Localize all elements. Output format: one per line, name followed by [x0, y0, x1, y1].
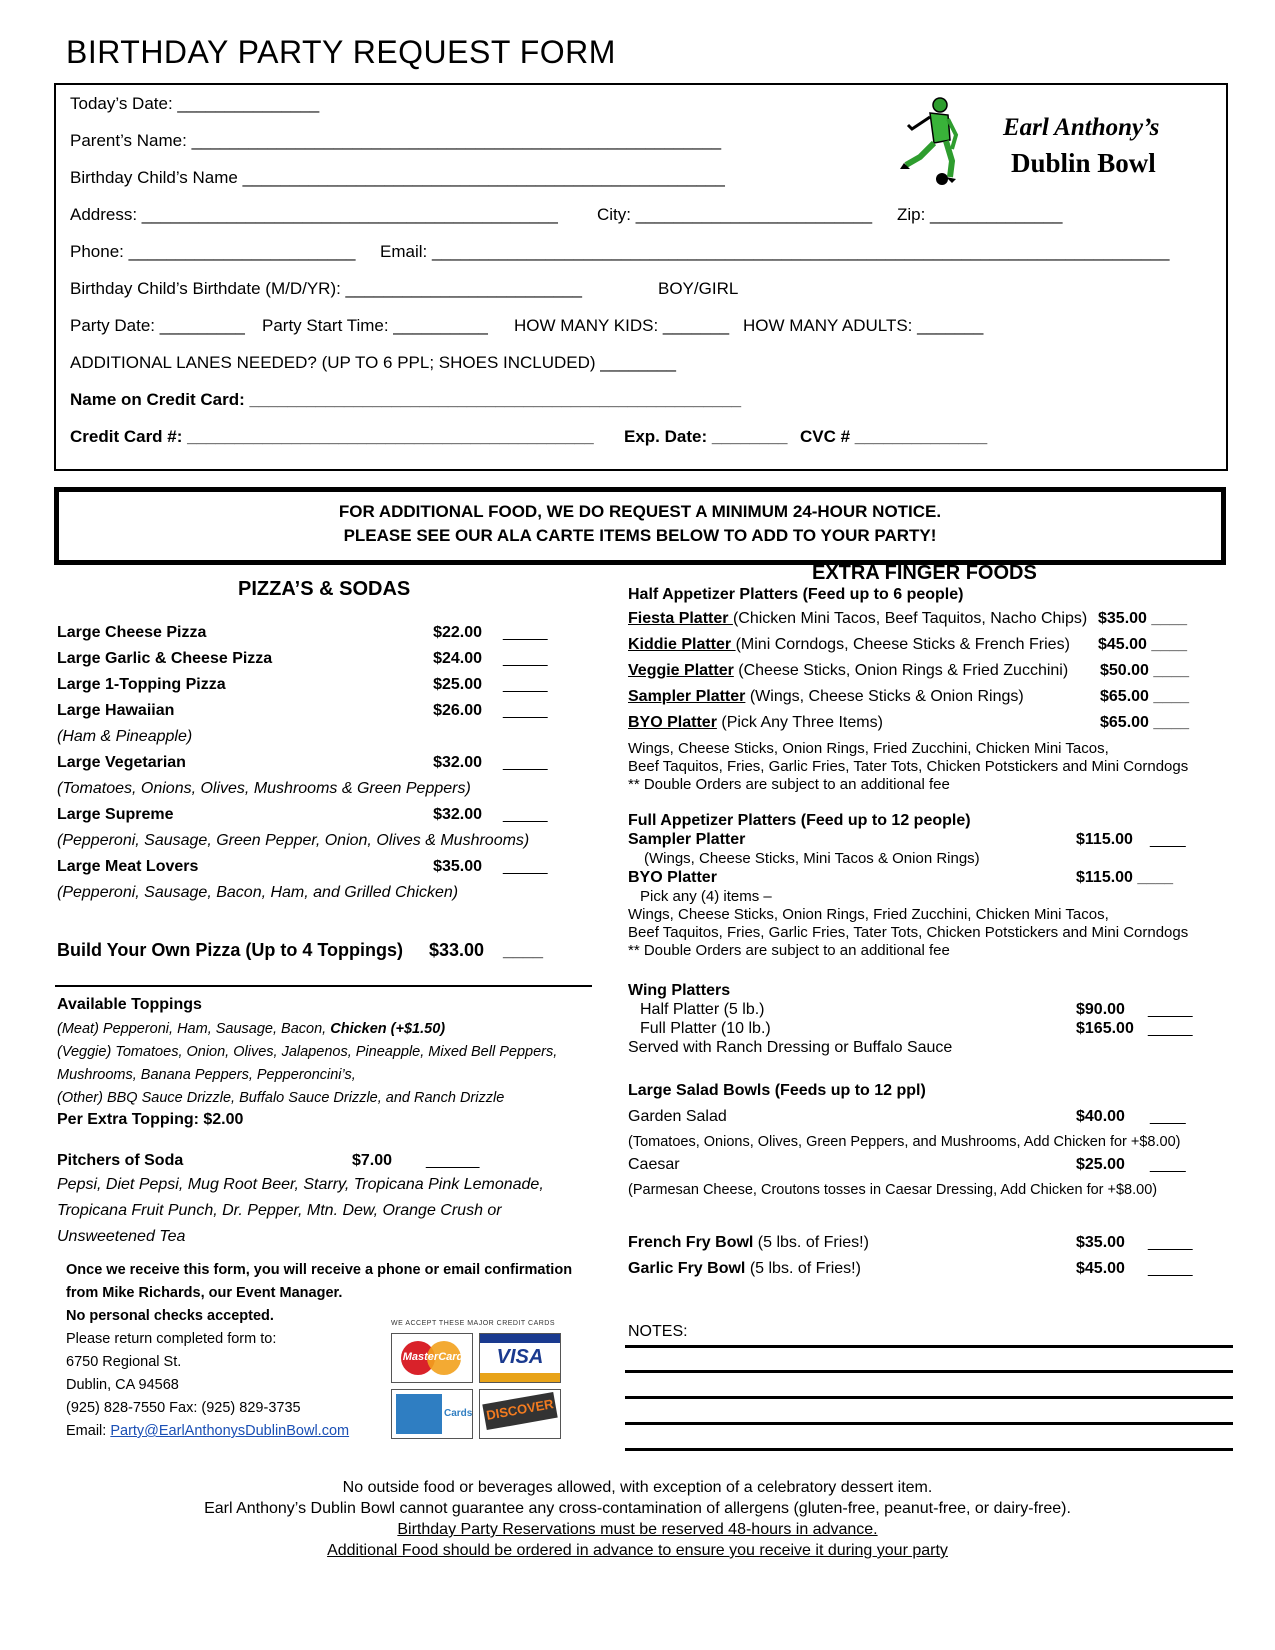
caesar-salad-blank[interactable]: ____	[1150, 1156, 1186, 1173]
cvc-field[interactable]: CVC # ______________	[800, 427, 988, 446]
boy-girl-field[interactable]: BOY/GIRL	[658, 279, 739, 298]
amex-label: Cards	[444, 1408, 473, 1419]
pizza-item-name: Large 1-Topping Pizza	[57, 676, 226, 693]
party-date-field[interactable]: Party Date: _________	[70, 316, 245, 335]
platter-name: Sampler Platter	[628, 688, 746, 705]
wing-platters-heading: Wing Platters	[628, 982, 731, 999]
salad-heading: Large Salad Bowls (Feeds up to 12 ppl)	[628, 1082, 926, 1099]
cc-number-field[interactable]: Credit Card #: ___________________________________________	[70, 427, 594, 446]
notice-line1: FOR ADDITIONAL FOOD, WE DO REQUEST A MINIMUM 24-HOUR NOTICE.	[338, 502, 942, 521]
address-line: 6750 Regional St.	[66, 1354, 182, 1370]
advance-order-notice: Additional Food should be ordered in advance to ensure you receive it during your party	[327, 1542, 948, 1559]
fry-bowl-desc: (5 lbs. of Fries!)	[753, 1234, 869, 1251]
footer-line: No outside food or beverages allowed, with exception of a celebratory dessert item.	[342, 1479, 933, 1496]
wing-full-blank[interactable]: _____	[1148, 1020, 1193, 1037]
garlic-fry-bowl	[628, 1260, 861, 1278]
pizza-item-price: $26.00	[433, 702, 482, 719]
logo-line2: Dublin Bowl	[1011, 148, 1156, 178]
pizza-qty-blank[interactable]: _____	[503, 806, 548, 823]
pizza-item-name: Large Meat Lovers	[57, 858, 199, 875]
discover-logo-icon	[479, 1389, 561, 1439]
email-link[interactable]: Party@EarlAnthonysDublinBowl.com	[110, 1423, 350, 1439]
address-field[interactable]: Address: ____________________________________________	[70, 205, 558, 224]
zip-field[interactable]: Zip: ______________	[897, 205, 1063, 224]
toppings-veggie-cont: Mushrooms, Banana Peppers, Pepperoncini’s,	[57, 1067, 356, 1083]
fry-bowl-name: Garlic Fry Bowl	[628, 1260, 746, 1277]
platter-price[interactable]: $65.00 ____	[1100, 714, 1189, 731]
french-fry-blank[interactable]: _____	[1148, 1234, 1193, 1251]
start-time-field[interactable]: Party Start Time: __________	[262, 316, 488, 335]
soda-desc: Unsweetened Tea	[57, 1228, 186, 1245]
additional-lanes-field[interactable]: ADDITIONAL LANES NEEDED? (UP TO 6 PPL; SHOES INCLUDED) ________	[70, 353, 676, 372]
toppings-meat-list: (Meat) Pepperoni, Ham, Sausage, Bacon,	[57, 1021, 331, 1037]
pizza-item-name: Large Supreme	[57, 806, 174, 823]
platter-price[interactable]: $45.00 ____	[1098, 636, 1187, 653]
platter-desc: (Chicken Mini Tacos, Beef Taquitos, Nacho Chips)	[732, 610, 1088, 627]
exp-date-field[interactable]: Exp. Date: ________	[624, 427, 788, 446]
toppings-meat	[57, 1021, 445, 1037]
child-name-field[interactable]: Birthday Child’s Name ___________________________________________________	[70, 168, 725, 187]
platter-price[interactable]: $35.00 ____	[1098, 610, 1187, 627]
mastercard-logo-icon	[391, 1333, 473, 1383]
pizza-item-price: $22.00	[433, 624, 482, 641]
notes-line[interactable]	[625, 1345, 1233, 1348]
garden-salad-price: $40.00	[1076, 1108, 1125, 1125]
pizza-qty-blank[interactable]: _____	[503, 676, 548, 693]
wing-full-price: $165.00	[1076, 1020, 1134, 1037]
notes-line[interactable]	[625, 1370, 1233, 1373]
cards-heading: WE ACCEPT THESE MAJOR CREDIT CARDS	[391, 1320, 556, 1327]
pizza-item-desc: (Pepperoni, Sausage, Bacon, Ham, and Grilled Chicken)	[57, 884, 459, 901]
pizza-item-name: Large Vegetarian	[57, 754, 186, 771]
fry-bowl-name: French Fry Bowl	[628, 1234, 754, 1251]
pizza-qty-blank[interactable]: _____	[503, 754, 548, 771]
full-sampler-price: $115.00	[1076, 831, 1133, 848]
platter-name: BYO Platter	[628, 714, 717, 731]
wing-full-name: Full Platter (10 lb.)	[640, 1020, 771, 1037]
footer-line-underlined	[0, 1542, 1275, 1560]
garlic-fry-price: $45.00	[1076, 1260, 1125, 1277]
notes-line[interactable]	[625, 1396, 1233, 1399]
notice-text	[54, 500, 1226, 548]
visa-label: VISA	[496, 1346, 544, 1368]
full-sampler-name: Sampler Platter	[628, 831, 746, 848]
footer-line: Earl Anthony’s Dublin Bowl cannot guarantee any cross-contamination of allergens (gluten-free, peanut-free, or dairy-free).	[204, 1500, 1071, 1517]
full-sampler-desc: (Wings, Cheese Sticks, Mini Tacos & Onion Rings)	[644, 850, 980, 867]
mastercard-label: MasterCard	[402, 1351, 464, 1363]
half-platter-row	[628, 636, 1070, 654]
email-line	[66, 1423, 349, 1439]
garden-salad-blank[interactable]: ____	[1150, 1108, 1186, 1125]
full-byo-desc: Pick any (4) items –	[640, 888, 772, 905]
toppings-chicken: Chicken (+$1.50)	[330, 1021, 446, 1037]
platter-name: Kiddie Platter	[628, 636, 736, 653]
wing-half-blank[interactable]: _____	[1148, 1001, 1193, 1018]
finger-foods-heading: EXTRA FINGER FOODS	[812, 562, 1037, 584]
pizza-item-price: $35.00	[433, 858, 482, 875]
caesar-salad-name: Caesar	[628, 1156, 680, 1173]
adults-count-field[interactable]: HOW MANY ADULTS: _______	[743, 316, 984, 335]
pizza-item-price: $24.00	[433, 650, 482, 667]
caesar-salad-desc: (Parmesan Cheese, Croutons tosses in Caesar Dressing, Add Chicken for +$8.00)	[628, 1182, 1158, 1198]
pizza-item-price: $25.00	[433, 676, 482, 693]
half-platter-row	[628, 714, 883, 732]
email-field[interactable]: Email: ______________________________________________________________________________	[380, 242, 1170, 261]
pizza-item-desc: (Tomatoes, Onions, Olives, Mushrooms & Green Peppers)	[57, 780, 471, 797]
half-platter-row	[628, 662, 1068, 680]
fry-bowl-desc: (5 lbs. of Fries!)	[745, 1260, 861, 1277]
platter-options: Wings, Cheese Sticks, Onion Rings, Fried Zucchini, Chicken Mini Tacos,	[628, 740, 1109, 757]
double-order-note: ** Double Orders are subject to an additional fee	[628, 776, 950, 793]
french-fry-bowl	[628, 1234, 869, 1252]
full-byo-price[interactable]: $115.00 ____	[1076, 869, 1173, 886]
garden-salad-name: Garden Salad	[628, 1108, 727, 1125]
half-platter-row	[628, 610, 1087, 628]
platter-name: Fiesta Platter	[628, 610, 733, 627]
pizza-item-name: Large Cheese Pizza	[57, 624, 207, 641]
pizza-item-name: Large Garlic & Cheese Pizza	[57, 650, 273, 667]
toppings-heading: Available Toppings	[57, 996, 202, 1013]
email-label: Email:	[66, 1423, 111, 1439]
notice-line2: PLEASE SEE OUR ALA CARTE ITEMS BELOW TO ADD TO YOUR PARTY!	[343, 526, 937, 545]
soda-price: $7.00	[352, 1152, 393, 1169]
kids-count-field[interactable]: HOW MANY KIDS: _______	[514, 316, 730, 335]
amex-logo-icon	[391, 1389, 473, 1439]
todays-date-field[interactable]: Today’s Date: _______________	[70, 94, 320, 113]
pizza-item-name: Large Hawaiian	[57, 702, 175, 719]
platter-price[interactable]: $50.00 ____	[1100, 662, 1189, 679]
byo-pizza-price: $33.00	[428, 940, 484, 960]
soda-qty-blank[interactable]: ______	[426, 1152, 480, 1169]
platter-name: Veggie Platter	[628, 662, 734, 679]
cc-name-field[interactable]: Name on Credit Card: ____________________________________________________	[70, 390, 742, 409]
platter-desc: (Cheese Sticks, Onion Rings & Fried Zucchini)	[733, 662, 1069, 679]
divider	[55, 985, 592, 987]
wing-served-note: Served with Ranch Dressing or Buffalo Sauce	[628, 1039, 953, 1056]
caesar-salad-price: $25.00	[1076, 1156, 1125, 1173]
parents-name-field[interactable]: Parent’s Name: ________________________________________________________	[70, 131, 722, 150]
address-line: Dublin, CA 94568	[66, 1377, 179, 1393]
discover-label: DISCOVER	[485, 1396, 555, 1423]
byo-pizza-blank[interactable]: ____	[503, 940, 544, 960]
full-sampler-blank[interactable]: ____	[1150, 831, 1186, 848]
double-order-note: ** Double Orders are subject to an additional fee	[628, 942, 950, 959]
phone-field[interactable]: Phone: ________________________	[70, 242, 356, 261]
contact-line: No personal checks accepted.	[66, 1308, 274, 1324]
visa-logo-icon	[479, 1333, 561, 1383]
birthdate-field[interactable]: Birthday Child’s Birthdate (M/D/YR): _________________________	[70, 279, 582, 298]
soda-name: Pitchers of Soda	[57, 1152, 184, 1169]
platter-desc: (Wings, Cheese Sticks & Onion Rings)	[745, 688, 1024, 705]
soda-desc: Tropicana Fruit Punch, Dr. Pepper, Mtn. Dew, Orange Crush or	[57, 1202, 502, 1219]
toppings-veggie: (Veggie) Tomatoes, Onion, Olives, Jalapenos, Pineapple, Mixed Bell Peppers,	[57, 1044, 558, 1060]
notes-line[interactable]	[625, 1422, 1233, 1425]
reservation-notice: Birthday Party Reservations must be reserved 48-hours in advance.	[397, 1521, 878, 1538]
bowler-logo-icon	[890, 95, 962, 190]
byo-pizza-name: Build Your Own Pizza (Up to 4 Toppings)	[57, 940, 403, 960]
half-platters-heading: Half Appetizer Platters (Feed up to 6 people)	[628, 586, 964, 603]
platter-desc: (Pick Any Three Items)	[716, 714, 883, 731]
pizza-heading: PIZZA’S & SODAS	[238, 578, 411, 600]
pizza-item-price: $32.00	[433, 754, 482, 771]
city-field[interactable]: City: _________________________	[597, 205, 873, 224]
toppings-other: (Other) BBQ Sauce Drizzle, Buffalo Sauce Drizzle, and Ranch Drizzle	[57, 1090, 505, 1106]
platter-options: Wings, Cheese Sticks, Onion Rings, Fried Zucchini, Chicken Mini Tacos,	[628, 906, 1109, 923]
pizza-qty-blank[interactable]: _____	[503, 650, 548, 667]
pizza-item-desc: (Pepperoni, Sausage, Green Pepper, Onion, Olives & Mushrooms)	[57, 832, 530, 849]
wing-half-price: $90.00	[1076, 1001, 1125, 1018]
platter-options: Beef Taquitos, Fries, Garlic Fries, Tater Tots, Chicken Potstickers and Mini Corndogs	[628, 924, 1189, 941]
pizza-qty-blank[interactable]: _____	[503, 624, 548, 641]
notes-label: NOTES:	[628, 1323, 688, 1340]
contact-line: Please return completed form to:	[66, 1331, 277, 1347]
phone-fax-line: (925) 828-7550 Fax: (925) 829-3735	[66, 1400, 301, 1416]
wing-half-name: Half Platter (5 lb.)	[640, 1001, 765, 1018]
extra-topping-price: Per Extra Topping: $2.00	[57, 1111, 244, 1128]
garden-salad-desc: (Tomatoes, Onions, Olives, Green Peppers, and Mushrooms, Add Chicken for +$8.00)	[628, 1134, 1181, 1150]
platter-price[interactable]: $65.00 ____	[1100, 688, 1189, 705]
page-title: BIRTHDAY PARTY REQUEST FORM	[66, 34, 616, 70]
platter-desc: (Mini Corndogs, Cheese Sticks & French Fries)	[735, 636, 1070, 653]
contact-line: from Mike Richards, our Event Manager.	[66, 1285, 343, 1301]
pizza-qty-blank[interactable]: _____	[503, 858, 548, 875]
pizza-item-price: $32.00	[433, 806, 482, 823]
logo-line1: Earl Anthony’s	[1003, 114, 1160, 141]
pizza-item-desc: (Ham & Pineapple)	[57, 728, 193, 745]
pizza-qty-blank[interactable]: _____	[503, 702, 548, 719]
footer-line-underlined	[0, 1521, 1275, 1539]
full-byo-name: BYO Platter	[628, 869, 717, 886]
contact-line: Once we receive this form, you will receive a phone or email confirmation	[66, 1262, 573, 1278]
half-platter-row	[628, 688, 1024, 706]
platter-options: Beef Taquitos, Fries, Garlic Fries, Tater Tots, Chicken Potstickers and Mini Corndogs	[628, 758, 1189, 775]
garlic-fry-blank[interactable]: _____	[1148, 1260, 1193, 1277]
full-platters-heading: Full Appetizer Platters (Feed up to 12 people)	[628, 812, 971, 829]
french-fry-price: $35.00	[1076, 1234, 1125, 1251]
notes-line[interactable]	[625, 1448, 1233, 1451]
soda-desc: Pepsi, Diet Pepsi, Mug Root Beer, Starry, Tropicana Pink Lemonade,	[57, 1176, 544, 1193]
